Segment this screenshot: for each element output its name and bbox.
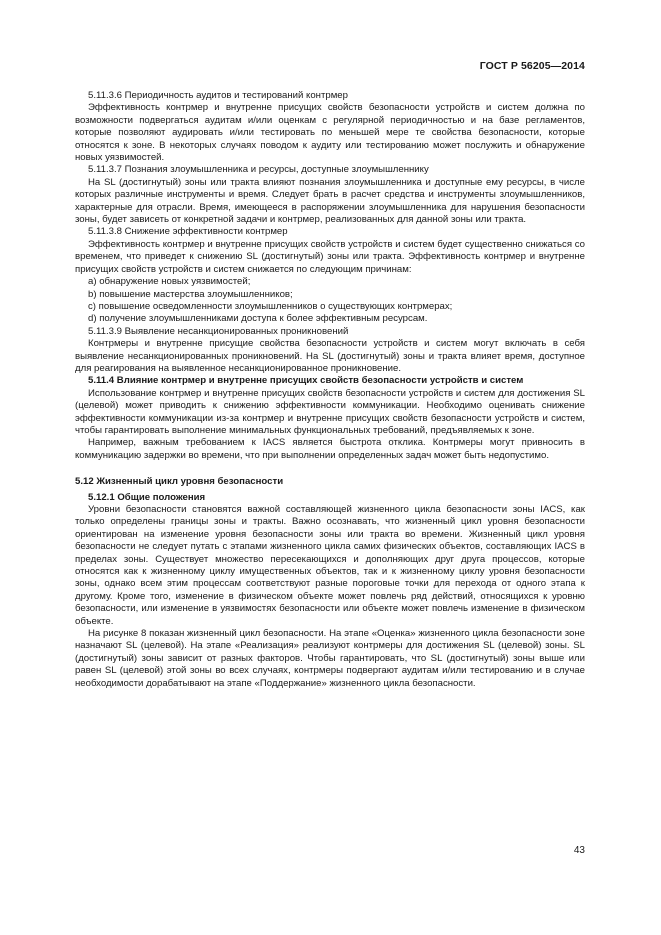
paragraph: Например, важным требованием к IACS является быстрота отклика. Контрмеры могут привносить в коммуникацию задержки во времени, что при выполнении определенных задач может быть недопустимо. [75,437,585,461]
page-number: 43 [573,845,585,856]
section-heading: 5.11.3.8 Снижение эффективности контрмер [88,226,288,238]
section-heading: 5.11.3.6 Периодичность аудитов и тестирований контрмер [88,90,348,101]
document-body [75,90,585,690]
section-heading-bold: 5.12.1 Общие положения [88,491,206,503]
paragraph: Контрмеры и внутренне присущие свойства безопасности устройств и систем могут включать в себя выявление несанкционированных проникновений. На SL (достигнутый) зоны и тракта влияет время, доступное для реагирования на выявленное несанкционированное проникновение. [75,338,585,374]
paragraph: Уровни безопасности становятся важной составляющей жизненного цикла безопасности зоны IACS, как только определены границы зоны и тракты. Важно осознавать, что жизненный цикл уровня безопасности ориентирован на изменение уровня безопасности зоны или тракта во времени. Жизненный цикл уровня безопасности не следует путать с этапами жизненного цикла самих физических объектов, составляющих IACS в пределах зоны. Существует множество пересекающихся и дополняющих друг друга процессов, которые относятся как к жизненному циклу имущественных объектов, так и к жизненному циклу уровня безопасности зоны, однако всем этим процессам соответствуют разные пороговые точки для перехода от одного этапа к другому. Кроме того, изменение в физическом объекте может повлечь ряд действий, относящихся к уровню безопасности, или изменение в уязвимостях безопасности или объекте может повлечь изменение в физическом объекте. [75,504,585,627]
paragraph: Эффективность контрмер и внутренне присущих свойств безопасности устройств и систем должна по возможности подвергаться аудитам и/или оценкам с регулярной периодичностью и на базе регламентов, которые позволяют аудировать и/или тестировать по меньшей мере те свойства безопасности, которые относятся к зоне. В некоторых случаях поводом к аудиту или тестированию может послужить и обнаружение новых уязвимостей. [75,102,585,164]
paragraph: Использование контрмер и внутренне присущих свойств безопасности устройств и систем для достижения SL (целевой) может приводить к снижению эффективности коммуникации. Необходимо оценивать снижение эффективности коммуникации из-за контрмер и внутренне присущих свойств безопасности устройств и систем, чтобы гарантировать выполнение минимальных функциональных требований, предъявляемых к зоне. [75,387,585,436]
section-heading: 5.11.3.7 Познания злоумышленника и ресурсы, доступные злоумышленнику [88,164,429,176]
list-item: а) обнаружение новых уязвимостей; [88,276,251,288]
section-heading: 5.11.3.9 Выявление несанкционированных проникновений [88,325,349,337]
paragraph: На SL (достигнутый) зоны или тракта влияют познания злоумышленника и доступные ему ресурсы, в числе которых различные инструменты и время. Следует брать в расчет средства и инструменты злоумышленников, характерные для отрасли. Время, имеющееся в распоряжении злоумышленника для нарушения безопасности зоны, будет зависеть от конкретной задачи и контрмер, реализованных для данной зоны или тракта. [75,176,585,226]
chapter-heading: 5.12 Жизненный цикл уровня безопасности [75,476,284,488]
paragraph: Эффективность контрмер и внутренне присущих свойств устройств и систем будет существенно снижаться со временем, что приведет к снижению SL (достигнутый) зоны или тракта. Эффективность контрмер и внутренне присущих свойств устройств и систем снижается по следующим причинам: [75,238,585,275]
paragraph: На рисунке 8 показан жизненный цикл безопасности. На этапе «Оценка» жизненного цикла безопасности зоне назначают SL (целевой). На этапе «Реализация» реализуют контрмеры для достижения SL (целевой) зоны. SL (достигнутый) зоны зависит от разных факторов. Чтобы гарантировать, что SL (достигнутый) зоны выше или равен SL (целевой) этой зоны во всех случаях, контрмеры подвергают аудитам и/или тестированию и в случае необходимости дорабатывают на этапе «Поддержание» жизненного цикла безопасности. [75,628,585,689]
list-item: с) повышение осведомленности злоумышленников о существующих контрмерах; [88,300,453,312]
section-heading-bold: 5.11.4 Влияние контрмер и внутренне присущих свойств безопасности устройств и систем [88,375,524,387]
list-item: d) получение злоумышленниками доступа к более эффективным ресурсам. [88,313,428,325]
list-item: b) повышение мастерства злоумышленников; [88,288,293,300]
document-code: ГОСТ Р 56205—2014 [479,60,585,72]
